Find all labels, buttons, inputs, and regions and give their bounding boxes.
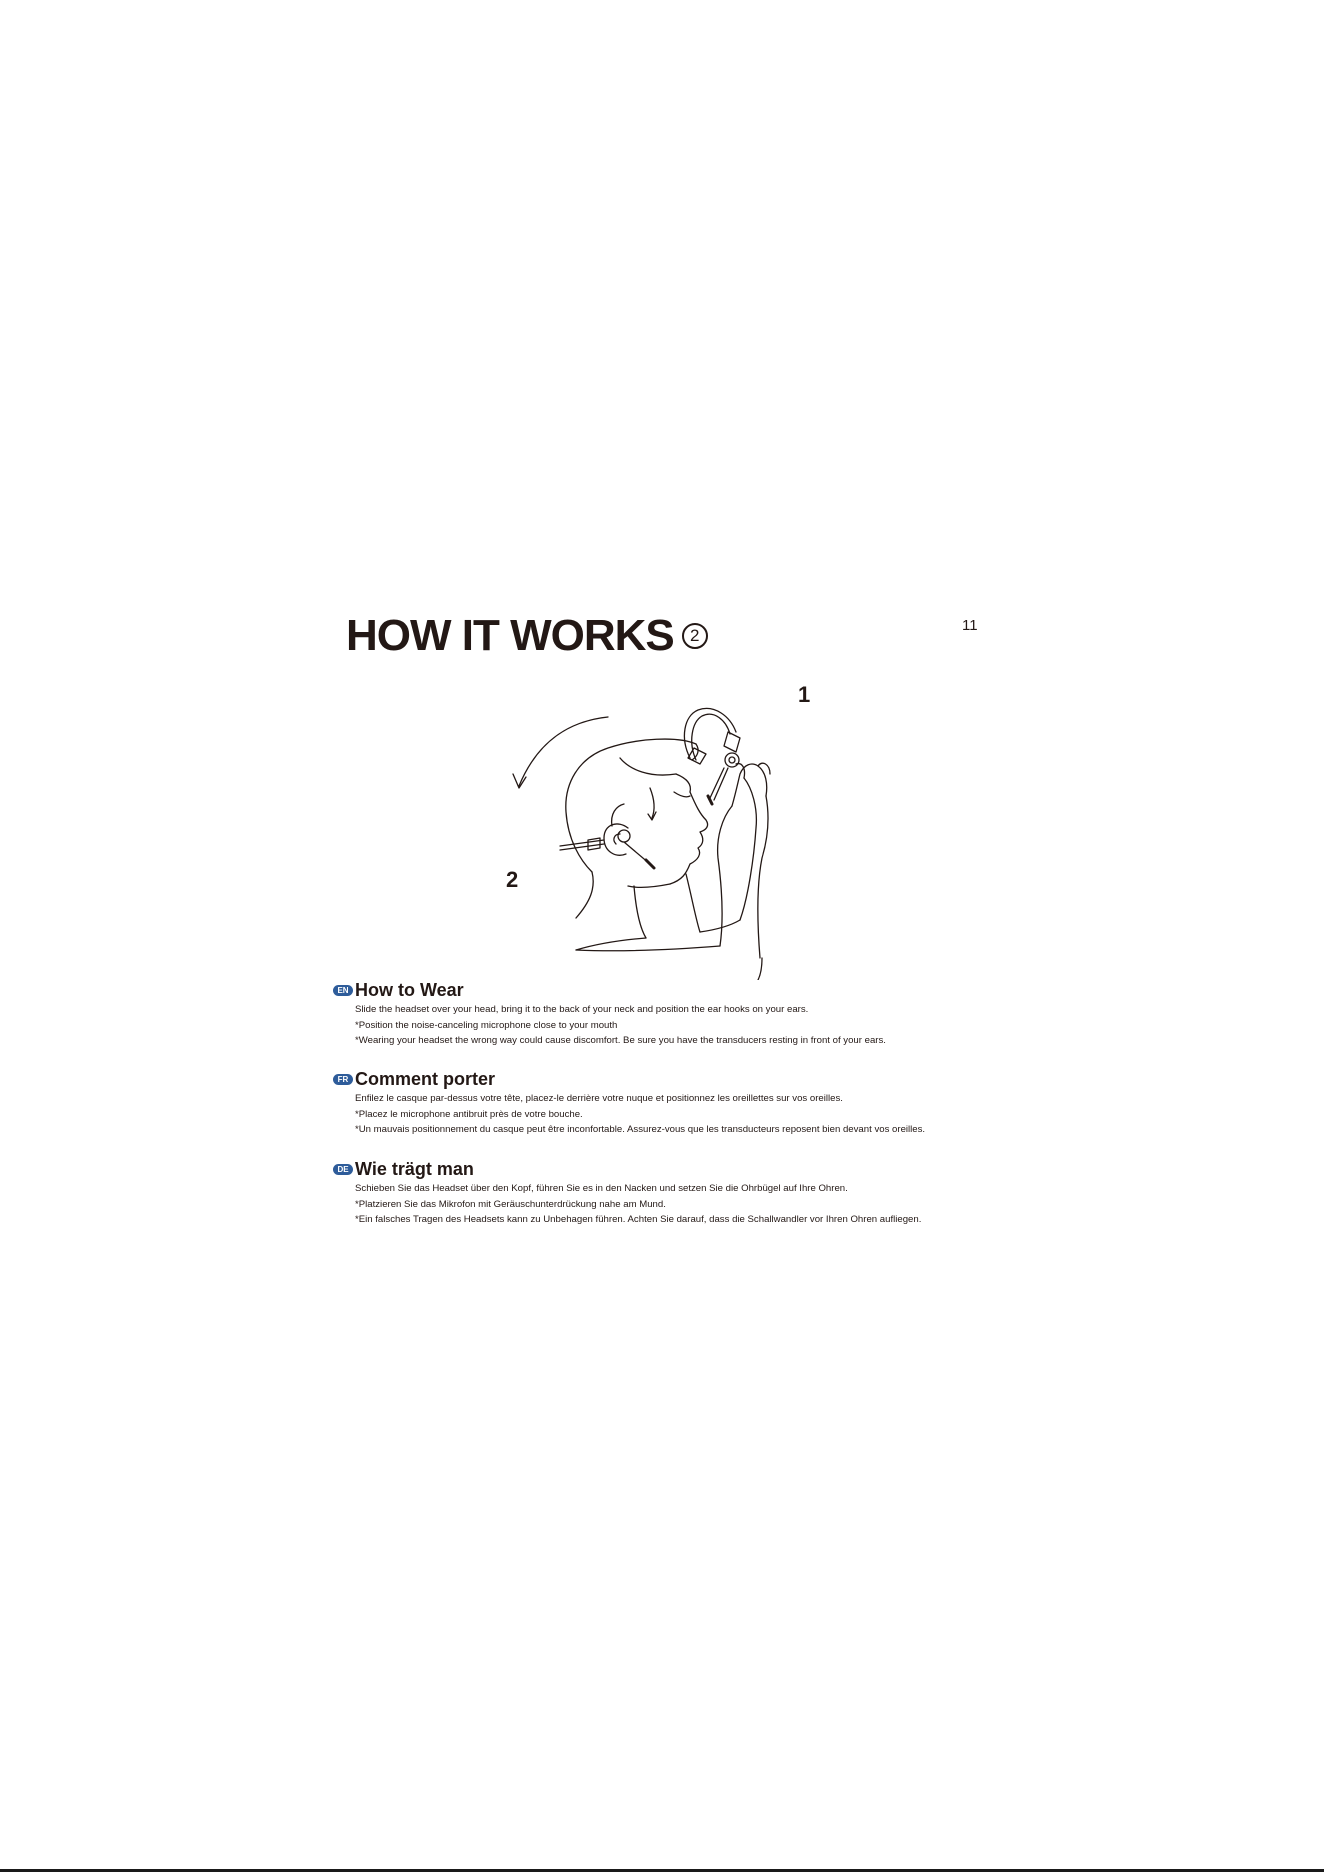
section-en — [333, 978, 993, 1049]
section-title-de: Wie trägt man — [355, 1158, 474, 1179]
lang-badge-en: EN — [333, 985, 353, 996]
title-step-number: 2 — [682, 623, 708, 649]
section-body-en — [355, 1002, 993, 1049]
section-title-fr: Comment porter — [355, 1068, 496, 1089]
page-number: 11 — [962, 617, 978, 634]
instruction-line: *Ein falsches Tragen des Headsets kann zu Unbehagen führen. Achten Sie darauf, dass die Schallwandler vor Ihren Ohren aufliegen. — [355, 1214, 922, 1225]
section-de — [333, 1157, 993, 1228]
instruction-line: *Un mauvais positionnement du casque peut être inconfortable. Assurez-vous que les transducteurs reposent bien devant vos oreilles. — [355, 1124, 926, 1135]
instruction-line: Enfilez le casque par-dessus votre tête, placez-le derrière votre nuque et positionnez les oreillettes sur vos oreilles. — [355, 1093, 843, 1104]
section-header — [333, 978, 993, 1002]
lang-badge-de: DE — [333, 1164, 353, 1175]
section-title-en: How to Wear — [355, 979, 464, 1000]
instruction-line: *Wearing your headset the wrong way could cause discomfort. Be sure you have the transducers resting in front of your ears. — [355, 1035, 886, 1046]
section-body-fr — [355, 1091, 993, 1138]
section-body-de — [355, 1181, 993, 1228]
lang-badge-fr: FR — [333, 1074, 353, 1085]
step-label-2: 2 — [506, 867, 519, 892]
rotate-arrow-icon — [519, 717, 608, 786]
instruction-line: Slide the headset over your head, bring it to the back of your neck and position the ear hooks on your ears. — [355, 1004, 809, 1015]
page-title-text: HOW IT WORKS — [346, 611, 674, 660]
section-fr — [333, 1067, 993, 1138]
section-header — [333, 1157, 993, 1181]
instruction-line: Schieben Sie das Headset über den Kopf, führen Sie es in den Nacken und setzen Sie die Ohrbügel auf Ihre Ohren. — [355, 1183, 848, 1194]
instruction-line: *Placez le microphone antibruit près de votre bouche. — [355, 1108, 583, 1120]
instruction-line: *Platzieren Sie das Mikrofon mit Geräuschunterdrückung nahe am Mund. — [355, 1198, 666, 1210]
headset-wearing-illustration — [500, 688, 820, 980]
section-header — [333, 1067, 993, 1091]
page-title — [346, 611, 708, 661]
step-label-1: 1 — [798, 682, 811, 707]
instruction-line: *Position the noise-canceling microphone close to your mouth — [355, 1019, 618, 1031]
